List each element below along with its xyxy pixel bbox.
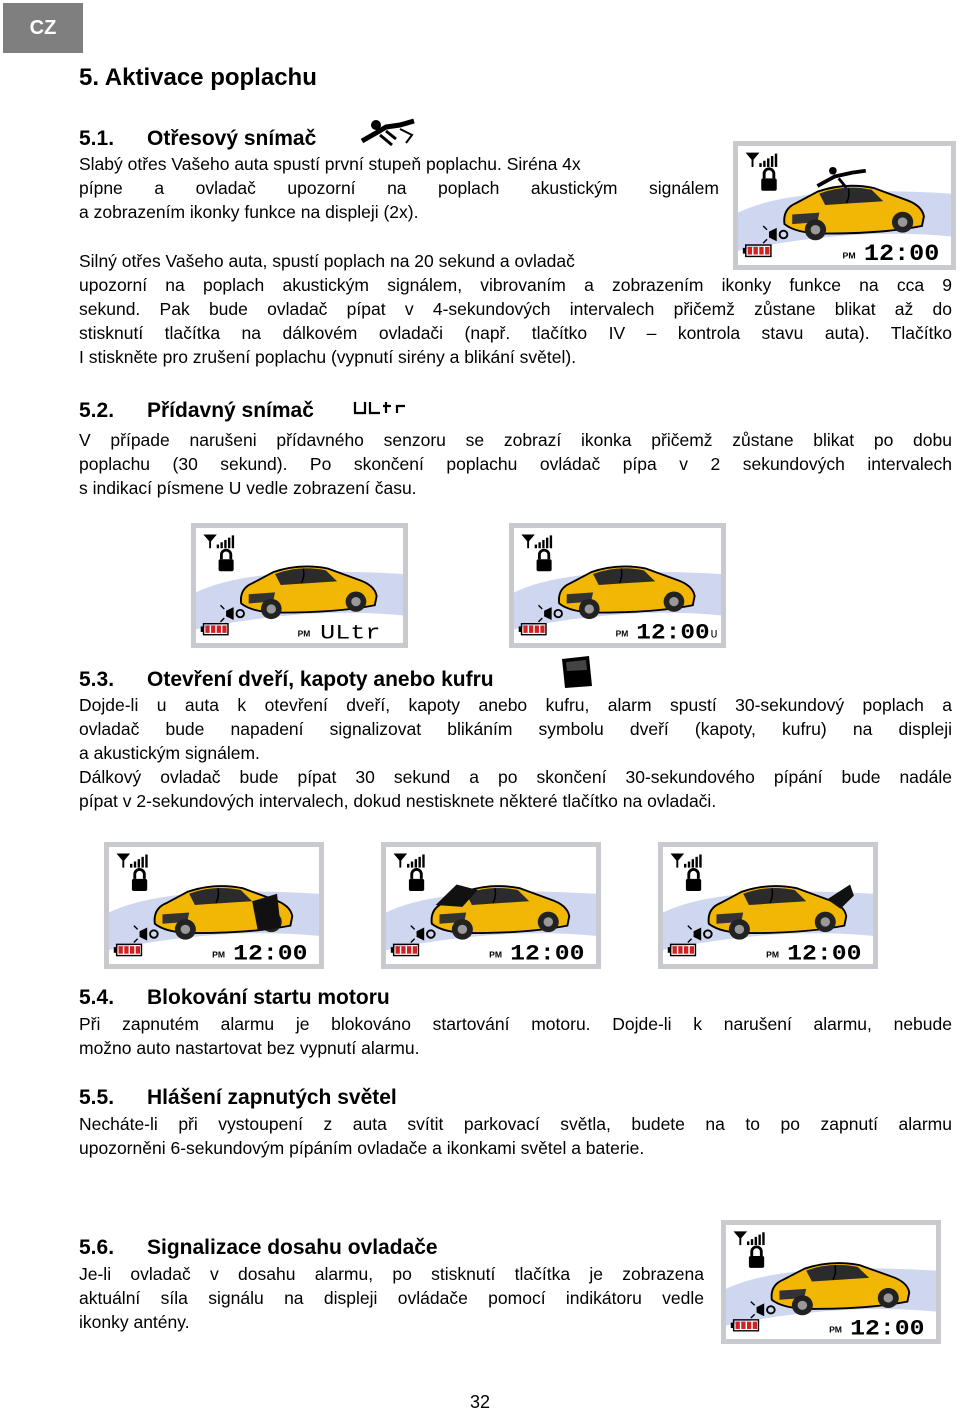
ultr-segment-icon [353, 400, 415, 416]
s55-line-1: Necháte-li při vystoupení z auta svítit parkovací světla, budete na to po zapnutí alarmu [79, 1114, 952, 1134]
page-number: 32 [469, 1392, 491, 1412]
lcd-display-shock [733, 141, 956, 270]
lock-icon [219, 550, 234, 571]
shock-person-icon [817, 167, 865, 188]
u-indicator: U [710, 629, 718, 642]
pm-label: PM [615, 628, 629, 639]
section-5-2-heading [79, 399, 314, 423]
s54-line-2: možno auto nastartovat bez vypnutí alarmu. [79, 1038, 420, 1058]
clock-readout: 12:00 [233, 940, 308, 964]
s52-line-3: s indikací písmene U vedle zobrazení času. [79, 478, 417, 498]
pm-label: PM [297, 628, 311, 639]
lock-icon [537, 550, 552, 571]
section-number: 5.5. [79, 1086, 115, 1109]
section-title: Signalizace dosahu ovladače [147, 1236, 438, 1259]
section-5-5-heading [79, 1086, 397, 1110]
antenna-icon [119, 854, 148, 867]
pm-label: PM [842, 250, 856, 261]
section-number: 5.3. [79, 668, 115, 691]
section-number: 5.1. [79, 127, 115, 150]
s53-line-5: pípat v 2-sekundových intervalech, dokud nestisknete některé tlačítko na ovladači. [79, 791, 717, 811]
section-title: Blokování startu motoru [147, 986, 390, 1009]
s52-line-2: poplachu (30 sekund). Po skončení poplachu ovládač pípa v 2 sekundových intervalech [79, 454, 952, 474]
s51-line-4: Silný otřes Vašeho auta, spustí poplach na 20 sekund a ovladač [79, 251, 575, 271]
ultr-readout: ULtr [320, 622, 381, 643]
antenna-icon [736, 1232, 765, 1245]
s56-line-3: ikonky antény. [79, 1312, 190, 1332]
s51-line-3: a zobrazením ikonky funkce na displeji (2x). [79, 202, 419, 222]
door-icon [559, 654, 595, 690]
antenna-icon [396, 854, 425, 867]
antenna-icon [523, 535, 552, 548]
lock-icon [686, 869, 701, 891]
section-5-1-heading [79, 127, 316, 151]
s52-line-1: V případe narušeni přídavného senzoru se zobrazí ikonka přičemž zůstane blikat po dobu [79, 430, 952, 450]
s56-line-2: aktuální síla signálu na displeji ovládače pomocí indikátoru vedle [79, 1288, 704, 1308]
lcd-display-time-u [509, 523, 726, 648]
lock-icon [749, 1247, 764, 1268]
s55-line-2: upozorněni 6-sekundovým pípáním ovladače a ikonkami světel a baterie. [79, 1138, 645, 1158]
s54-line-1: Při zapnutém alarmu je blokováno startování motoru. Dojde-li k narušení alarmu, nebude [79, 1014, 952, 1034]
clock-readout: 12:00 [850, 1315, 925, 1339]
clock-readout: 12:00 [510, 940, 585, 964]
antenna-icon [673, 854, 702, 867]
section-title: Hlášení zapnutých světel [147, 1086, 397, 1109]
section-5-3-heading [79, 668, 494, 692]
page-title: 5. Aktivace poplachu [79, 64, 317, 91]
s51-line-1: Slabý otřes Vašeho auta spustí první stupeň poplachu. Siréna 4x [79, 154, 581, 174]
antenna-icon [205, 535, 234, 548]
lcd-display-trunk [658, 842, 878, 969]
section-5-6-heading [79, 1236, 438, 1260]
section-title: Přídavný snímač [147, 399, 314, 422]
lcd-display-signal [721, 1220, 941, 1344]
s53-line-1: Dojde-li u auta k otevření dveří, kapoty anebo kufru, alarm spustí 30-sekundový poplach a [79, 695, 952, 715]
lcd-display-door [104, 842, 324, 969]
section-title: Otevření dveří, kapoty anebo kufru [147, 668, 494, 691]
section-number: 5.2. [79, 399, 115, 422]
s51-line-2: pípne a ovladač upozorní na poplach akustickým signálem [79, 178, 719, 198]
pm-label: PM [212, 949, 225, 960]
s51-line-7: stisknutí tlačítka na dálkovém ovladači (např. tlačítko IV – kontrola stavu auta). Tlačítko [79, 323, 952, 343]
shock-sensor-person-icon [356, 115, 418, 151]
section-number: 5.4. [79, 986, 115, 1009]
lcd-display-ultr [191, 523, 408, 648]
s53-line-4: Dálkový ovladač bude pípat 30 sekund a po skončení 30-sekundového pípání bude nadále [79, 767, 952, 787]
antenna-icon [748, 154, 778, 167]
lock-icon [132, 869, 147, 891]
section-title: Otřesový snímač [147, 127, 317, 150]
s53-line-2: ovladač bude napadení signalizovat blikáním symbolu dveří (kapoty, kufru) na displeji [79, 719, 952, 739]
section-5-4-heading [79, 986, 390, 1010]
language-badge: CZ [3, 3, 83, 53]
pm-label: PM [766, 949, 779, 960]
clock-readout: 12:00 [636, 619, 710, 643]
s51-line-6: sekund. Pak bude ovladač pípat v 4-sekundových intervalech přičemž zůstane blikat až do [79, 299, 952, 319]
lcd-display-hood [381, 842, 601, 969]
s51-line-5: upozorní na poplach akustickým signálem, vibrovaním a zobrazením ikonky funkce na cca 9 [79, 275, 952, 295]
pm-label: PM [489, 949, 502, 960]
lock-icon [409, 869, 424, 891]
s51-line-8: I stiskněte pro zrušení poplachu (vypnutí sirény a blikání světel). [79, 347, 577, 367]
clock-readout: 12:00 [787, 940, 862, 964]
s53-line-3: a akustickým signálem. [79, 743, 260, 763]
section-number: 5.6. [79, 1236, 115, 1259]
pm-label: PM [829, 1324, 842, 1335]
s56-line-1: Je-li ovladač v dosahu alarmu, po stisknutí tlačítka je zobrazena [79, 1264, 704, 1284]
lock-icon [761, 169, 776, 191]
clock-readout: 12:00 [863, 241, 940, 265]
